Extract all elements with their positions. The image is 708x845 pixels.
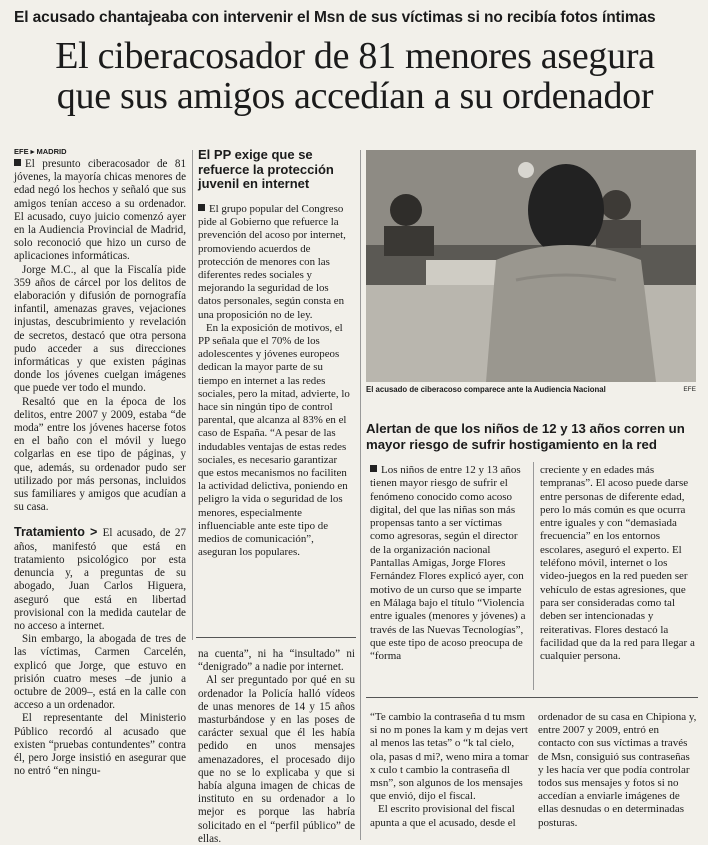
headline xyxy=(14,36,696,116)
column-divider xyxy=(192,150,193,640)
paragraph: na cuenta”, ni ha “insultado” ni “denigrado” a nadie por internet. xyxy=(198,648,355,674)
section-headline: Alertan de que los niños de 12 y 13 años corren un mayor riesgo de sufrir hostigamiento en la red xyxy=(366,421,685,452)
agency-tag: EFE ▸ MADRID xyxy=(14,147,67,156)
column-divider xyxy=(360,150,361,840)
paragraph: Sin embargo, la abogada de tres de las víctimas, Carmen Carcelén, explicó que Jorge, que estuvo en prisión cuatro meses –de junio a octubre de 2009–, está en la calle con acceso a un ordenador. xyxy=(14,633,186,712)
paragraph: Al ser preguntado por qué en su ordenador la Policía halló vídeos de unas menores de 14 y 15 años masturbándose y en las poses de carácter sexual que él les había pedido en unos mensajes amenazadores, el procesado dijo que no se lo explicaba y que si había alguna imagen de chicas de instituto en su ordenador a lo mejor es porque las habría solicitado en el “perfil público” de ellas. xyxy=(198,674,355,845)
sidebar-box-title: El PP exige que se refuerce la protección juvenil en internet xyxy=(198,147,334,191)
headline-line-2: que sus amigos accedían a su ordenador xyxy=(56,75,654,117)
main-story-column-1 xyxy=(14,158,186,778)
main-story-column-4 xyxy=(538,711,698,830)
paragraph: Los niños de entre 12 y 13 años tienen mayor riesgo de sufrir el fenómeno conocido como acoso digital, del que las niñas son más propensas tanto a ser víctimas como agresoras, según el director de la organización nacional Pantallas Amigas, Jorge Flores Fernández Flores explicó ayer, con motivo de un curso que se imparte en Málaga bajo el título “Violencia entre iguales (menores y jóvenes) a través de las Nuevas Tecnologías”, que este tipo de acoso preocupa de “forma xyxy=(370,464,526,663)
court-photo xyxy=(366,150,696,382)
paragraph: Jorge M.C., al que la Fiscalía pide 359 años de cárcel por los delitos de elaboración y difusión de pornografía infantil, amenazas graves, vejaciones injustas, descubrimiento y revelación de secretos, destacó que otra persona pudo acceder a sus direcciones informáticas y que existen páginas donde los jóvenes cuelgan imágenes que puede ver todo el mundo. xyxy=(14,263,186,395)
paragraph: En la exposición de motivos, el PP señala que el 70% de los adolescentes y jóvenes europeos dedican la mayor parte de su tiempo en internet a las redes sociales, pero la mitad, advierte, lo hace sin ningún tipo de control parental, que alcanza al 83% en el caso de España. “A pesar de las indudables ventajas de estas redes sociales, es necesario garantizar que estos mecanismos no faciliten la actividad delictiva, poniendo en peligro la vida o seguridad de los menores, especialmente influenciable ante este tipo de medios de comunicación”, aseguran los populares. xyxy=(198,321,350,559)
paragraph: El escrito provisional del fiscal apunta a que el acusado, desde el xyxy=(370,803,516,829)
paragraph: ordenador de su casa en Chipiona y, entre 2007 y 2009, entró en contacto con sus víctimas a través de Msn, consiguió sus contraseñas y les hacía ver que podía controlar todos sus mensajes y fotos si no accedían a enviarle imágenes de ellas desnudas o en determinadas posturas. xyxy=(538,711,697,829)
main-story-column-3 xyxy=(370,711,530,830)
kicker: El acusado chantajeaba con intervenir el Msn de sus víctimas si no recibía fotos íntimas xyxy=(14,9,656,26)
courtroom-image xyxy=(366,150,696,382)
sidebar-box-body xyxy=(198,203,350,559)
bullet-square-icon xyxy=(198,204,205,211)
paragraph: El grupo popular del Congreso pide al Gobierno que refuerce la prevención del acoso por internet, promoviendo acuerdos de protección de menores con las diferentes redes sociales y mejorando la seguridad de los datos personales, según consta en una proposición no de ley. xyxy=(198,203,346,321)
box-bottom-rule xyxy=(196,637,356,638)
paragraph: creciente y en edades más tempranas”. El acoso puede darse entre personas de diferente edad, pero lo más común es que ocurra entre iguales y con “demasiada frecuencia” en los entornos escolares, aseguró el experto. El teléfono móvil, internet o los video-juegos en la red pueden ser vehículo de estas agresiones, que para ser consideradas como tal deben ser intencionadas y reiterativas. Flores destacó la facilidad que da la red para llegar a cualquier persona. xyxy=(540,464,695,663)
caption-text: El acusado de ciberacoso comparece ante la Audiencia Nacional xyxy=(366,385,606,394)
paragraph: Resaltó que en la época de los delitos, entre 2007 y 2009, estaba “de moda” entre los jóvenes hacerse fotos en el baño con el móvil y luego colgarlas en ese tipo de páginas, y que, además, su ordenador pudo ser utilizado por más personas, incluidos sus familiares y amigos que acudían a su casa. xyxy=(14,395,186,514)
photo-caption xyxy=(366,385,696,394)
paragraph: “Te cambio la contraseña d tu msm si no m pones la kam y m dejas vert al menos las tetas” o “k tal cielo, ola, pasas d mi?, weno mira a tomar x culo t cambio la contraseña dl msn”, son algunos de los mensajes que envió, dijo el fiscal. xyxy=(370,711,529,803)
bullet-square-icon xyxy=(14,159,21,166)
photo-credit: EFE xyxy=(683,386,696,393)
paragraph: Tratamiento > El acusado, de 27 años, manifestó que está en tratamiento psicológico por esta denuncia y, a preguntas de su abogado, Juan Carlos Higuera, aseguró que está en libertad provisional con la medida cautelar de no acceso a internet. xyxy=(14,525,186,632)
section-bottom-rule xyxy=(366,697,698,698)
paragraph: El presunto ciberacosador de 81 jóvenes, la mayoría chicas menores de edad negó los hechos y señaló que sus amigos tenían acceso a su ordenador. El acusado, cuyo juicio comenzó ayer en la Audiencia Provincial de Madrid, solo reconoció que hizo un curso de aplicaciones informáticas. xyxy=(14,158,186,263)
headline-line-1: El ciberacosador de 81 menores asegura xyxy=(55,35,655,77)
subhead-tratamiento: Tratamiento xyxy=(14,525,85,540)
column-divider xyxy=(533,462,534,690)
paragraph: El representante del Ministerio Público recordó al acusado que existen “pruebas contundentes” contra él, pero Jorge insistió en asegurar que no entró “en ningu- xyxy=(14,712,186,778)
bullet-square-icon xyxy=(370,465,377,472)
section-column-4 xyxy=(540,464,698,663)
subhead-arrow-icon: > xyxy=(84,525,103,540)
main-story-column-2 xyxy=(198,648,355,845)
section-column-3 xyxy=(370,464,528,663)
